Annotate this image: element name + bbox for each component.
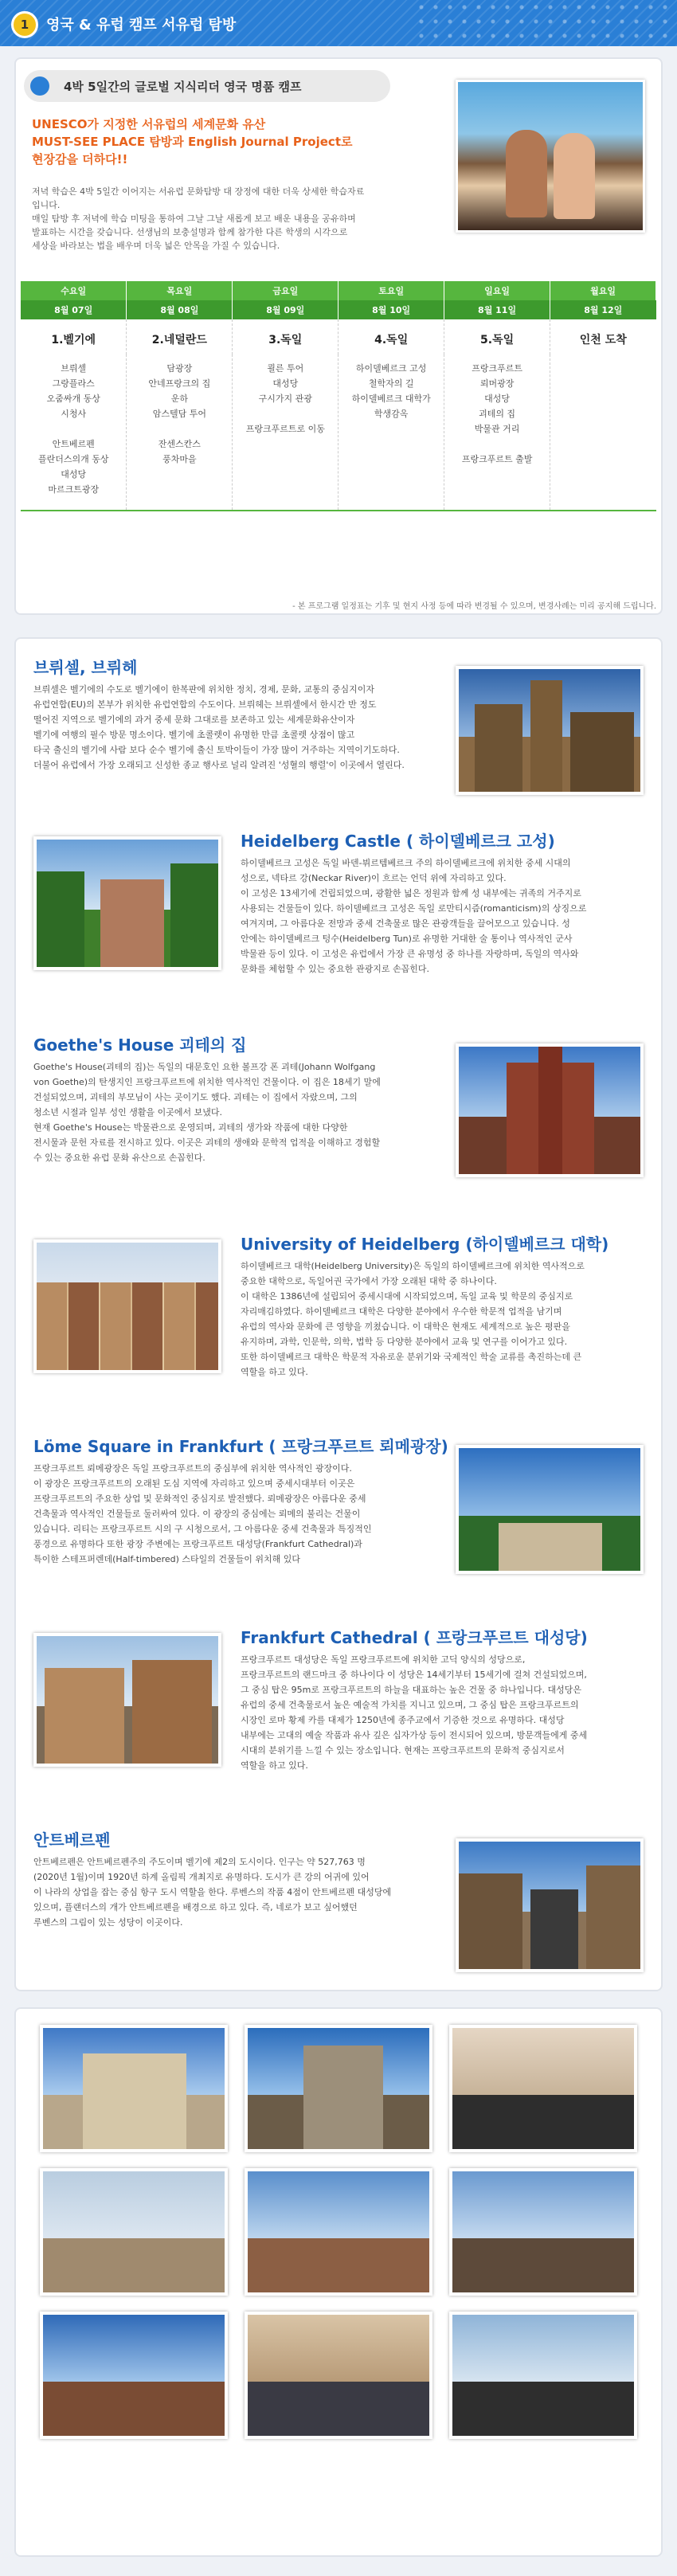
section-body-line: 프랑크푸르트의 주요한 상업 및 문화적인 중심지로 발전했다. 뢰메광장은 아름다운 중세	[33, 1494, 366, 1504]
section-body-line: 안에는 하이델베르크 텅수(Heidelberg Tun)로 유명한 거대한 술 통이나 역사적인 군사	[241, 934, 573, 944]
plan-item: 하이델베르크 고성	[355, 363, 427, 374]
day-cell: 금요일	[233, 281, 338, 300]
intro-line: 세상을 바라보는 법을 배우며 더욱 넓은 안목을 가질 수 있습니다.	[32, 241, 280, 251]
section-body-line: 역할을 하고 있다.	[241, 1367, 308, 1377]
lead-text	[32, 115, 374, 168]
city-cell: 4.독일	[338, 319, 444, 354]
date-row	[21, 300, 656, 319]
plan-item: 운하	[170, 393, 188, 404]
goethe-house-photo	[456, 1043, 644, 1177]
plan-item: 프랑크푸르트	[472, 363, 522, 374]
plan-item: 프랑크푸르트로 이동	[245, 424, 325, 434]
section-body-romer-square	[33, 1461, 448, 1567]
day-cell: 일요일	[444, 281, 550, 300]
plan-item: 담광장	[166, 363, 193, 374]
plan-item: 그랑플라스	[52, 378, 95, 389]
section-body-line: 문화를 체험할 수 있는 중요한 관광지로 손꼽힌다.	[241, 964, 429, 974]
header-dot-pattern	[414, 0, 677, 46]
plan-item: 잔센스칸스	[158, 439, 201, 449]
section-body-line: 프랑크푸르트의 랜드마크 중 하나이다 이 성당은 14세기부터 15세기에 걸쳐 건설되었으며,	[241, 1670, 587, 1680]
section-title-antwerp: 안트베르펜	[33, 1830, 111, 1850]
section-body-antwerp	[33, 1854, 448, 1930]
plan-item	[444, 437, 550, 452]
section-body-heidelberg-castle	[241, 855, 647, 977]
section-body-line: 유럽연합(EU)의 본부가 위치한 유럽연합의 수도이다. 브뤼헤는 브뤼셀에서 한시간 반 정도	[33, 699, 377, 710]
plan-item: 대성당	[484, 393, 511, 404]
antwerp-photo	[456, 1838, 644, 1972]
date-cell: 8월 12일	[550, 300, 656, 319]
section-body-line: Goethe's House(괴테의 집)는 독일의 대문호인 요한 볼프강 폰 괴테(Johann Wolfgang	[33, 1062, 376, 1072]
subtitle-pill	[24, 70, 390, 102]
city-cell: 5.독일	[444, 319, 550, 354]
section-title-frankfurt-cathedral: Frankfurt Cathedral ( 프랑크푸르트 대성당)	[241, 1628, 588, 1647]
students-photo	[456, 80, 645, 233]
plan-cell	[444, 354, 550, 511]
section-body-line: 프랑크푸르트 대성당은 독일 프랑크푸르트에 위치한 고딕 양식의 성당으로,	[241, 1654, 526, 1665]
plan-item: 괴테의 집	[479, 409, 516, 419]
plan-item	[21, 421, 126, 437]
plan-row	[21, 354, 656, 511]
section-body-line: 있으며, 플랜더스의 개가 안트베르펜을 배경으로 하고 있다. 즉, 네로가 보고 싶어했던	[33, 1902, 358, 1912]
day-cell: 토요일	[338, 281, 444, 300]
section-body-line: 타국 출신의 벨기에 사람 보다 순수 벨기에 출신 토박이들이 가장 많이 거주하는 지역이기도하다.	[33, 745, 400, 755]
plan-item: 시청사	[61, 409, 87, 419]
section-body-line: 이 광장은 프랑크푸르트의 오래된 도심 지역에 자리하고 있으며 중세시대부터 이곳은	[33, 1478, 355, 1489]
section-body-line: 건설되었으며, 괴테의 부모님이 사는 곳이기도 했다. 괴테는 이 집에서 자랐으며, 그의	[33, 1092, 358, 1102]
plan-item: 대성당	[61, 469, 87, 480]
section-body-line: 있습니다. 리티는 프랑크푸르트 시의 구 시청으로서, 그 아름다운 중세 건축물과 특징적인	[33, 1524, 372, 1534]
plan-item: 학생감옥	[374, 409, 409, 419]
gallery-photo-group	[245, 2312, 432, 2439]
section-body-goethe-house	[33, 1059, 448, 1165]
section-body-line: 전시물과 문헌 자료를 전시하고 있다. 이곳은 괴테의 생애와 문학적 업적을 이해하고 경험할	[33, 1137, 381, 1148]
day-cell: 수요일	[21, 281, 127, 300]
plan-item: 풍차마을	[162, 454, 197, 464]
plan-cell	[21, 354, 127, 511]
header-banner	[0, 0, 677, 46]
section-body-line: 사용되는 건물들이 있다. 하이델베르크 고성은 독일 로만티시즘(romanticism)의 상징으로	[241, 903, 587, 914]
section-body-brussels	[33, 682, 448, 773]
city-cell: 1.벨기에	[21, 319, 127, 354]
date-cell: 8월 08일	[127, 300, 233, 319]
plan-item: 안네프랑크의 집	[148, 378, 211, 389]
plan-item	[233, 406, 338, 421]
plan-item: 암스텔담 투어	[152, 409, 206, 419]
section-title-goethe-house: Goethe's House 괴테의 집	[33, 1035, 247, 1055]
plan-item: 오줌싸개 동상	[46, 393, 100, 404]
city-cell: 인천 도착	[579, 334, 627, 346]
plan-cell	[127, 354, 233, 511]
student-figure	[554, 133, 595, 219]
gallery-photo-canal	[449, 2168, 637, 2296]
plan-cell	[233, 354, 338, 511]
section-body-line: 유럽의 중세 건축물로서 높은 예술적 가치를 지니고 있으며, 그 중심 탑은 프랑크푸르트의	[241, 1700, 579, 1710]
subtitle-text: 4박 5일간의 글로벌 지식리더 영국 명품 캠프	[64, 80, 302, 94]
plan-item: 하이델베르크 대학가	[351, 393, 431, 404]
city-cell: 2.네덜란드	[127, 319, 233, 354]
day-row	[21, 281, 656, 300]
day-cell: 월요일	[550, 281, 656, 300]
intro-body	[32, 185, 374, 253]
lead-line: MUST-SEE PLACE 탐방과 English Journal Project로	[32, 135, 353, 149]
section-body-line: 그 중심 탑은 95m로 프랑크푸르트의 하늘을 대표하는 높은 건물 중 하나입니다. 대성당은	[241, 1685, 581, 1695]
intro-line: 발표하는 시간을 갖습니다. 선생님의 보충설명과 함께 참가한 다른 학생의 시각으로	[32, 227, 348, 237]
section-body-line: 현재 Goethe's House는 박물관으로 운영되며, 괴테의 생가와 작품에 대한 다양한	[33, 1122, 348, 1133]
section-body-line: 안트베르펜은 안트베르펜주의 주도이며 벨기에 제2의 도시이다. 인구는 약 527,763 명	[33, 1857, 366, 1867]
section-title-heidelberg-university: University of Heidelberg (하이델베르크 대학)	[241, 1235, 609, 1254]
section-body-line: 역할을 하고 있다.	[241, 1760, 308, 1771]
section-number-badge: 1	[11, 11, 38, 38]
brussels-photo	[456, 666, 644, 795]
gallery-photo-street	[40, 2312, 228, 2439]
section-body-line: 성으로, 넥타르 강(Neckar River)이 흐르는 언덕 위에 자리하고 있다.	[241, 873, 507, 883]
gallery-photo-tower	[449, 2312, 637, 2439]
page-title: 영국 & 유럽 캠프 서유럽 탐방	[46, 17, 237, 33]
heidelberg-university-photo	[33, 1239, 221, 1373]
plan-item: 마르크트광장	[48, 484, 100, 495]
section-body-line: 유럽의 역사와 문화에 큰 영향을 끼쳤습니다. 이 대학은 현재도 세계적으로 높은 평판을	[241, 1321, 570, 1332]
plan-item: 구시가지 관광	[258, 393, 312, 404]
heidelberg-castle-photo	[33, 836, 221, 970]
plan-item: 대성당	[272, 378, 299, 389]
section-body-line: 특이한 스테프퍼렌데(Half-timbered) 스타일의 건물들이 위치해 있다	[33, 1554, 301, 1564]
lead-line: UNESCO가 지정한 서유럽의 세계문화 유산	[32, 117, 266, 131]
section-body-line: 벨기에 여행의 필수 방문 명소이다. 벨기에 초콜렛이 유명한 만큼 초콜렛 상점이 많고	[33, 730, 355, 740]
schedule-note: - 본 프로그램 일정표는 기후 및 현지 사정 등에 따라 변경될 수 있으며, 변경사례는 미리 공지해 드립니다.	[292, 602, 656, 611]
date-cell: 8월 10일	[338, 300, 444, 319]
section-body-line: 중요한 대학으로, 독일어권 국가에서 가장 오래된 대학 중 하나이다.	[241, 1276, 497, 1286]
gallery-photo-arch	[40, 2025, 228, 2152]
plan-cell	[338, 354, 444, 511]
section-body-line: 프랑크푸르트 뢰메광장은 독일 프랑크푸르트의 중심부에 위치한 역사적인 광장이다.	[33, 1463, 352, 1474]
section-body-line: 시장인 로마 황제 카를 대제가 1250년에 종주교에서 기증한 것으로 유명하다. 대성당	[241, 1715, 565, 1725]
gallery-photo-cathedral	[245, 2025, 432, 2152]
section-body-line: 이 대학은 1386년에 설립되어 중세시대에 시작되었으며, 독일 교육 및 학문의 중심지로	[241, 1291, 573, 1302]
plan-item: 안트베르펜	[52, 439, 95, 449]
section-body-line: 떨어진 지역으로 벨기에의 과거 중세 문화 그대로를 보존하고 있는 세계문화유산이자	[33, 714, 355, 725]
schedule-table	[21, 281, 656, 511]
city-cell: 3.독일	[233, 319, 338, 354]
city-row	[21, 319, 656, 354]
plan-item: 박물관 거리	[474, 424, 520, 434]
frankfurt-cathedral-photo	[33, 1633, 221, 1767]
plan-item	[127, 421, 232, 437]
section-body-line: 건축물과 역사적인 건물들로 둘러싸여 있다. 이 광장의 중심에는 뢰메의 불리는 건물이	[33, 1509, 361, 1519]
day-cell: 목요일	[127, 281, 233, 300]
gallery-photo-castle	[245, 2168, 432, 2296]
section-body-line: von Goethe)의 탄생지인 프랑크푸르트에 위치한 역사적인 건물이다. 이 집은 18세기 말에	[33, 1077, 381, 1087]
plan-item: 프랑크푸르트 출발	[461, 454, 533, 464]
plan-item: 철학자의 길	[368, 378, 414, 389]
section-body-line: 루벤스의 그림이 있는 성당이 이곳이다.	[33, 1917, 183, 1928]
intro-line: 매일 탐방 후 저녁에 학습 미팅을 통하여 그날 그날 새롭게 보고 배운 내용을 공유하며	[32, 213, 356, 224]
section-body-line: 하이델베르크 대학(Heidelberg University)은 독일의 하이델베르크에 위치한 역사적으로	[241, 1261, 585, 1271]
date-cell: 8월 11일	[444, 300, 550, 319]
section-body-line: 이 나라의 상업을 잡는 중심 항구 도시 역할을 한다. 루벤스의 작품 4점이 안트베르펜 대성당에	[33, 1887, 392, 1897]
gallery-photo-city	[40, 2168, 228, 2296]
section-body-line: (2020년 1월)이며 1920년 하계 올림픽 개최지로 유명하다. 도시가 큰 강의 어귀에 있어	[33, 1872, 370, 1882]
section-body-line: 내부에는 고대의 예술 작품과 유사 깊은 십자가상 등이 전시되어 있으며, 방문객들에게 중세	[241, 1730, 588, 1740]
section-body-line: 수 있는 중요한 유럽 문화 유산으로 손꼽힌다.	[33, 1153, 205, 1163]
plan-item: 뢰머광장	[479, 378, 515, 389]
lead-line: 현장감을 더하다!!	[32, 152, 128, 166]
plan-cell	[550, 354, 656, 511]
student-figure	[506, 130, 547, 217]
section-body-line: 풍경으로 유명하다 또한 광장 주변에는 프랑크푸르트 대성당(Frankfurt Cathedral)과	[33, 1539, 362, 1549]
section-body-line: 청소년 시절과 일부 성인 생활을 이곳에서 보냈다.	[33, 1107, 222, 1118]
section-body-line: 하이델베르크 고성은 독일 바덴-뷔르템베르크 주의 하이델베르크에 위치한 중세 시대의	[241, 858, 571, 868]
plan-item: 플란더스의개 동상	[37, 454, 109, 464]
plan-item: 쾰른 투어	[267, 363, 304, 374]
section-title-brussels: 브뤼셀, 브뤼헤	[33, 658, 138, 677]
romer-square-photo	[456, 1445, 644, 1574]
section-body-line: 또한 하이델베르크 대학은 학문적 자유로운 분위기와 국제적인 학술 교류를 촉진하는데 큰	[241, 1352, 582, 1362]
date-cell: 8월 09일	[233, 300, 338, 319]
section-title-heidelberg-castle: Heidelberg Castle ( 하이델베르크 고성)	[241, 832, 555, 851]
section-body-line: 더불어 유럽에서 가장 오래되고 신성한 종교 행사로 널리 알려진 '성혈의 행렬'이 이곳에서 열린다.	[33, 760, 405, 770]
plan-item: 브뤼셀	[61, 363, 87, 374]
intro-line: 저녁 학습은 4박 5일간 이어지는 서유럽 문화탐방 대 장정에 대한 더욱 상세한 학습자료 입니다.	[32, 186, 365, 210]
date-cell: 8월 07일	[21, 300, 127, 319]
bullet-dot-icon	[30, 76, 49, 96]
section-body-heidelberg-university	[241, 1259, 647, 1380]
section-body-line: 여겨지며, 그 아름다운 전망과 중세 건축물로 많은 관광객들을 끌어모으고 있습니다. 성	[241, 918, 570, 929]
section-body-line: 브뤼셀은 벨기에의 수도로 벨기에이 한복판에 위치한 정치, 경제, 문화, 교통의 중심지이자	[33, 684, 374, 695]
gallery-photo-students	[449, 2025, 637, 2152]
section-body-frankfurt-cathedral	[241, 1652, 647, 1773]
section-title-romer-square: Löme Square in Frankfurt ( 프랑크푸르트 뢰메광장)	[33, 1437, 448, 1456]
section-body-line: 유지하며, 과학, 인문학, 의학, 법학 등 다양한 분야에서 교육 및 연구를 이어가고 있다.	[241, 1337, 568, 1347]
section-body-line: 자리매김하였다. 하이델베르크 대학은 다양한 분야에서 우수한 학문적 업적을 남기며	[241, 1306, 562, 1317]
section-body-line: 이 고성은 13세기에 건립되었으며, 광활한 넓은 정원과 함께 성 내부에는 귀족의 거주지로	[241, 888, 581, 898]
section-body-line: 시대의 분위기를 느낄 수 있는 장소입니다. 현재는 프랑크푸르트의 문화적 중심지로서	[241, 1745, 565, 1756]
section-body-line: 박물관 등이 있다. 이 고성은 유럽에서 가장 큰 유명성 중 하나를 자랑하며, 독일의 역사와	[241, 949, 579, 959]
